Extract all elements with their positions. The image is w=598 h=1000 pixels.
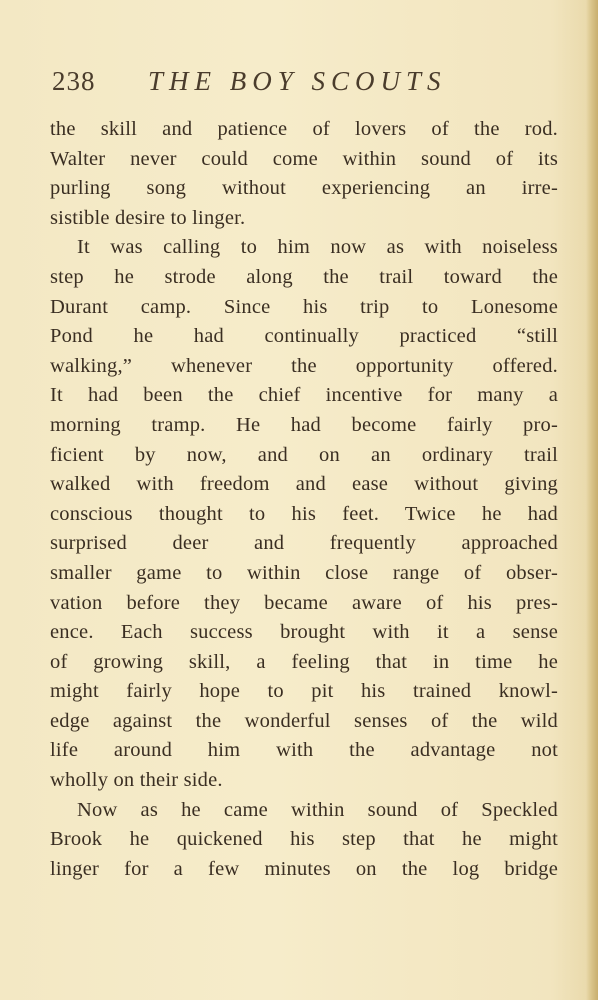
running-head: THE BOY SCOUTS (148, 66, 447, 96)
text-line: might fairly hope to pit his trained knowl- (50, 680, 558, 703)
text-line: purling song without experiencing an irre- (50, 177, 558, 200)
text-line: Brook he quickened his step that he might (50, 828, 558, 851)
text-line: ficient by now, and on an ordinary trail (50, 443, 558, 466)
text-line: It was calling to him now as with noiseless (77, 236, 558, 259)
text-line: step he strode along the trail toward the (50, 265, 558, 288)
text-line: Durant camp. Since his trip to Lonesome (50, 295, 558, 318)
text-line: of growing skill, a feeling that in time he (50, 650, 558, 673)
text-line: conscious thought to his feet. Twice he had (50, 502, 558, 525)
text-line: Now as he came within sound of Speckled (77, 798, 558, 821)
text-line: smaller game to within close range of obser- (50, 561, 558, 584)
text-line: walking,” whenever the opportunity offered. (50, 354, 558, 377)
text-line: the skill and patience of lovers of the rod. (50, 118, 558, 140)
text-line: life around him with the advantage not (50, 739, 558, 762)
page-number: 238 (52, 66, 96, 96)
page-header (52, 66, 562, 102)
page-edge-shadow (586, 0, 598, 1000)
text-line: vation before they became aware of his pres- (50, 591, 558, 614)
text-line: Walter never could come within sound of its (50, 147, 558, 170)
text-line: morning tramp. He had become fairly pro- (50, 413, 558, 436)
text-line: walked with freedom and ease without giving (50, 473, 558, 496)
text-line: edge against the wonderful senses of the wild (50, 709, 558, 732)
text-line: ence. Each success brought with it a sense (50, 621, 558, 644)
text-line: surprised deer and frequently approached (50, 532, 558, 555)
body-text (50, 115, 558, 884)
text-line: linger for a few minutes on the log bridge (50, 857, 558, 880)
text-line: sistible desire to linger. (50, 206, 246, 229)
text-line: Pond he had continually practiced “still (50, 325, 558, 348)
text-line: It had been the chief incentive for many a (50, 384, 558, 407)
text-line: wholly on their side. (50, 769, 223, 792)
